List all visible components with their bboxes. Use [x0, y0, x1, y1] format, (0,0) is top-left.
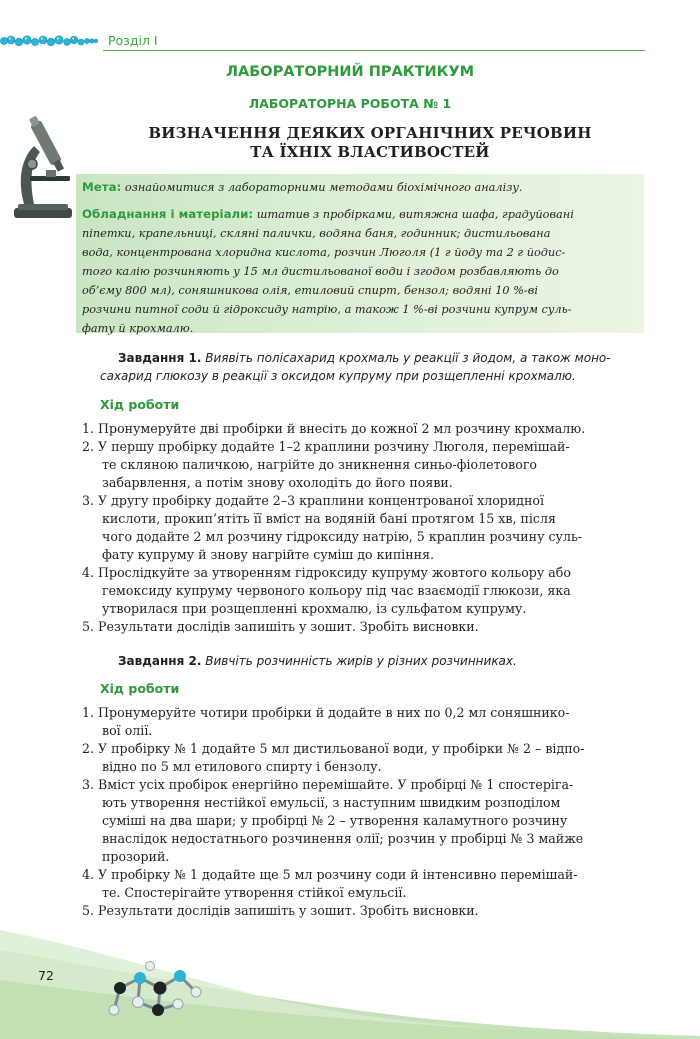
- step-line: ють утворення нестійкої емульсії, з наступним швидким розподілом: [102, 795, 561, 810]
- section-label: Розділ I: [108, 33, 158, 48]
- task2-label: Завдання 2.: [118, 654, 202, 668]
- equipment-text: штатив з пробірками, витяжна шафа, градуйовані: [253, 208, 574, 221]
- step-line: 5. Результати дослідів запишіть у зошит. Зробіть висновки.: [82, 903, 479, 918]
- step-line: 1. Пронумеруйте дві пробірки й внесіть до кожної 2 мл розчину крохмалю.: [82, 421, 586, 436]
- goal-text: ознайомитися з лабораторними методами біохімічного аналізу.: [121, 181, 523, 194]
- step-line: вої олії.: [102, 723, 153, 738]
- step-line: кислоти, прокип’ятіть її вміст на водяній бані протягом 15 хв, після: [102, 511, 556, 526]
- equipment-text-line: об’єму 800 мл), соняшникова олія, етиловий спирт, бензол; водяні 10 %-ві: [82, 284, 538, 297]
- step-line: фату купруму й знову нагрійте суміш до кипіння.: [102, 547, 435, 562]
- header-divider: [103, 50, 645, 51]
- equipment-text-line: розчини питної соди й гідроксиду натрію, а також 1 %-ві розчини купрум суль-: [82, 303, 572, 316]
- procedure-title-2: Хід роботи: [100, 681, 180, 696]
- equipment-label: Обладнання і матеріали:: [82, 207, 254, 221]
- step-line: забарвлення, а потім знову охолодіть до його появи.: [102, 475, 453, 490]
- step-line: 5. Результати дослідів запишіть у зошит. Зробіть висновки.: [82, 619, 479, 634]
- task1-line1: [118, 349, 698, 367]
- step-line: утворилася при розщепленні крохмалю, із сульфатом купруму.: [102, 601, 527, 616]
- step-line: гемоксиду купруму червоного кольору під час взаємодії глюкози, яка: [102, 583, 571, 598]
- beads-decoration-icon: [0, 32, 100, 50]
- equipment-line: [82, 205, 642, 224]
- step-line: внаслідок недостатнього розчинення олії; розчин у пробірці № 3 майже: [102, 831, 584, 846]
- step-line: те скляною паличкою, нагрійте до зникнення синьо-фіолетового: [102, 457, 537, 472]
- task1-label: Завдання 1.: [118, 351, 202, 365]
- equipment-text-line: вода, концентрована хлоридна кислота, розчин Люголя (1 г йоду та 2 г йодис-: [82, 246, 566, 259]
- task2-line: [118, 652, 698, 670]
- microscope-icon: [10, 112, 78, 222]
- page-number: 72: [38, 968, 54, 983]
- step-line: 3. Вміст усіх пробірок енергійно перемішайте. У пробірці № 1 спостеріга-: [82, 777, 574, 792]
- lab-heading-line1: ВИЗНАЧЕННЯ ДЕЯКИХ ОРГАНІЧНИХ РЕЧОВИН: [148, 124, 592, 142]
- step-line: 3. У другу пробірку додайте 2–3 краплини концентрованої хлоридної: [82, 493, 545, 508]
- task1-line2: сахарид глюкозу в реакції з оксидом купруму при розщепленні крохмалю.: [100, 369, 576, 383]
- step-line: відно по 5 мл етилового спирту і бензолу.: [102, 759, 382, 774]
- equipment-text-line: того калію розчиняють у 15 мл дистильованої води і згодом розбавляють до: [82, 265, 559, 278]
- practicum-title: ЛАБОРАТОРНИЙ ПРАКТИКУМ: [225, 64, 475, 80]
- step-line: 4. Прослідкуйте за утворенням гідроксиду купруму жовтого кольору або: [82, 565, 571, 580]
- step-line: 4. У пробірку № 1 додайте ще 5 мл розчину соди й інтенсивно перемішай-: [82, 867, 578, 882]
- step-line: прозорий.: [102, 849, 170, 864]
- step-line: 2. У першу пробірку додайте 1–2 краплини розчину Люголя, перемішай-: [82, 439, 570, 454]
- procedure-title-1: Хід роботи: [100, 397, 180, 412]
- lab-heading-line2: ТА ЇХНІХ ВЛАСТИВОСТЕЙ: [250, 143, 490, 161]
- goal-line: [82, 178, 642, 197]
- step-line: суміші на два шари; у пробірці № 2 – утворення каламутного розчину: [102, 813, 568, 828]
- step-line: те. Спостерігайте утворення стійкої емульсії.: [102, 885, 407, 900]
- step-line: 2. У пробірку № 1 додайте 5 мл дистильованої води, у пробірки № 2 – відпо-: [82, 741, 585, 756]
- goal-label: Мета:: [82, 180, 122, 194]
- equipment-text-line: піпетки, крапельниці, скляні палички, водяна баня, годинник; дистильована: [82, 227, 551, 240]
- step-line: чого додайте 2 мл розчину гідроксиду натрію, 5 краплин розчину суль-: [102, 529, 583, 544]
- molecule-icon: [100, 958, 210, 1038]
- task1-text: Виявіть полісахарид крохмаль у реакції з йодом, а також моно-: [201, 351, 611, 365]
- step-line: 1. Пронумеруйте чотири пробірки й додайте в них по 0,2 мл соняшнико-: [82, 705, 570, 720]
- equipment-text-line: фату й крохмалю.: [82, 322, 194, 335]
- task2-text: Вивчіть розчинність жирів у різних розчинниках.: [201, 654, 517, 668]
- lab-work-title: ЛАБОРАТОРНА РОБОТА № 1: [248, 96, 452, 111]
